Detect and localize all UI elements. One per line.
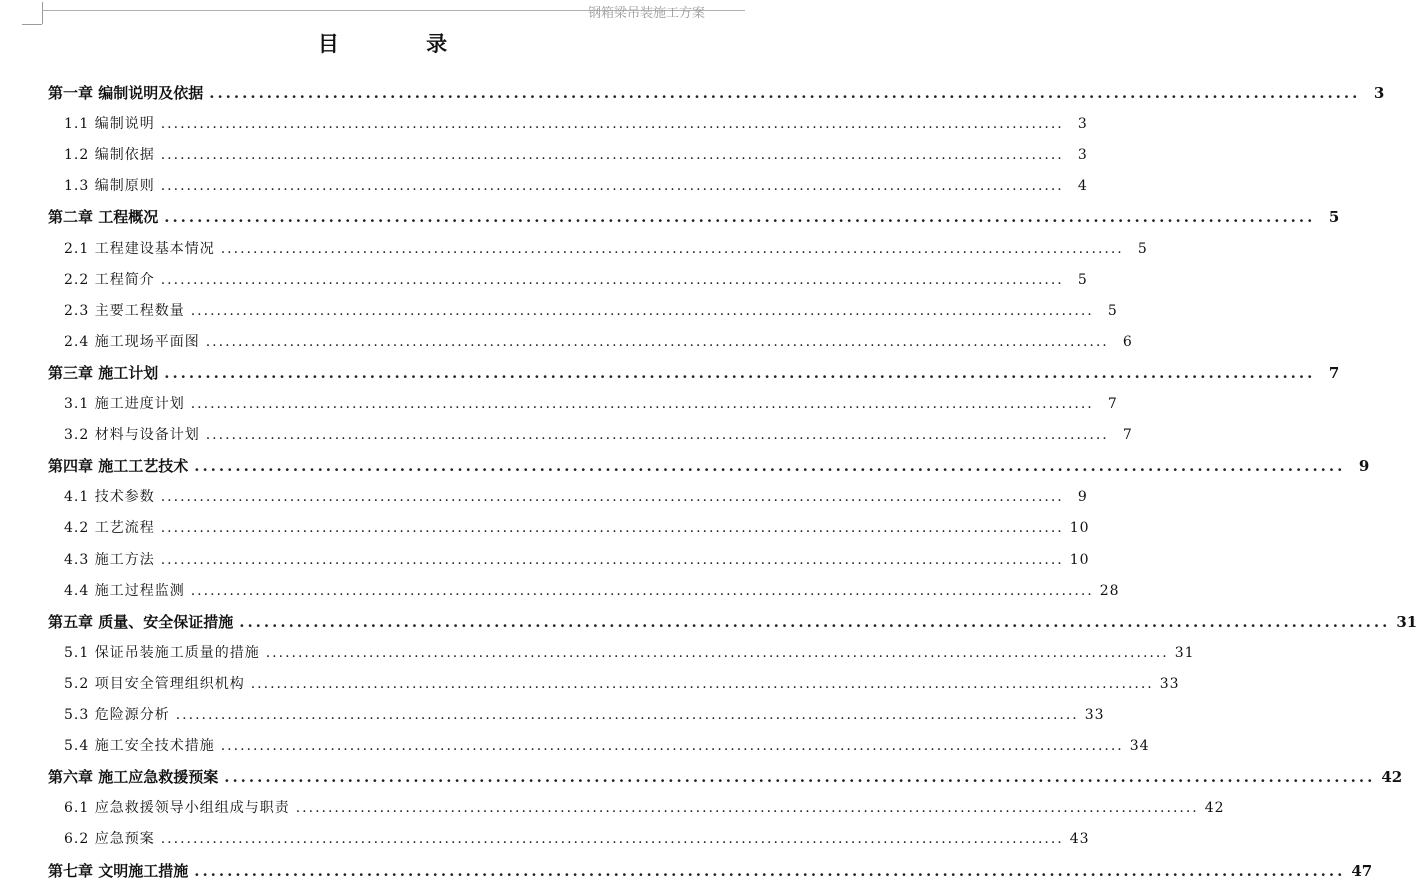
dot-leader: ............................................................................................................................................ [160,520,1064,537]
dot-leader: ............................................................................................................................................ [160,147,1064,164]
dot-leader: ............................................................................................................................................ [175,707,1079,723]
toc-entry-page-number: 10 [1069,520,1090,537]
dot-leader: ............................................................................................................................................ [220,240,1124,257]
toc-entry-page-number: 7 [1328,363,1340,382]
header-rule [42,6,745,21]
toc-entry-label: 第一章 编制说明及依据 [48,84,204,102]
toc-entry-page-number: 33 [1084,707,1105,723]
toc-section-entry[interactable] [64,109,1088,140]
dot-leader: ............................................................................................................................................ [164,363,1316,382]
dot-leader: ............................................................................................................................................ [160,178,1064,195]
toc-entry-page-number: 42 [1381,768,1403,787]
toc-entry-page-number: 6 [1122,333,1133,350]
toc-section-entry[interactable] [64,140,1088,171]
toc-entry-page-number: 28 [1099,582,1120,599]
toc-entry-page-number: 4 [1077,178,1088,195]
toc-section-entry[interactable] [64,234,1148,265]
toc-section-entry[interactable] [64,296,1118,327]
toc-entry-page-number: 31 [1174,644,1195,661]
toc-entry-label: 3.1 施工进度计划 [64,396,185,412]
dot-leader: ............................................................................................................................................ [205,333,1109,350]
toc-section-entry[interactable] [64,513,1090,544]
toc-entry-page-number: 47 [1351,861,1373,880]
dot-leader: ............................................................................................................................................ [209,84,1361,102]
dot-leader: ............................................................................................................................................ [295,800,1199,817]
dot-leader: ............................................................................................................................................ [190,302,1094,319]
toc-entry-label: 第三章 施工计划 [48,363,159,382]
toc-entry-page-number: 3 [1077,147,1088,164]
toc-entry-label: 第七章 文明施工措施 [48,861,189,880]
toc-entry-label: 1.1 编制说明 [64,116,155,133]
toc-entry-label: 2.4 施工现场平面图 [64,333,200,350]
toc-entry-page-number: 5 [1328,208,1340,227]
toc-entry-page-number: 7 [1122,427,1133,444]
toc-entry-page-number: 34 [1129,738,1150,755]
toc-entry-label: 第六章 施工应急救援预案 [48,768,219,787]
toc-section-entry[interactable] [64,638,1195,669]
toc-section-entry[interactable] [64,731,1150,762]
dot-leader: ............................................................................................................................................ [160,831,1064,848]
toc-entry-page-number: 3 [1373,84,1385,102]
dot-leader: ............................................................................................................................................ [205,427,1109,444]
toc-section-entry[interactable] [64,327,1133,358]
toc-chapter-entry[interactable] [48,78,1385,109]
toc-entry-page-number: 9 [1358,457,1370,476]
toc-section-entry[interactable] [64,576,1120,607]
toc-chapter-entry[interactable] [48,451,1370,482]
dot-leader: ............................................................................................................................................ [265,644,1169,661]
toc-chapter-entry[interactable] [48,762,1403,793]
toc-entry-page-number: 5 [1107,302,1118,319]
toc-entry-label: 2.2 工程简介 [64,271,155,288]
toc-entry-label: 第四章 施工工艺技术 [48,457,189,476]
dot-leader: ............................................................................................................................................ [160,116,1064,133]
toc-section-entry[interactable] [64,545,1090,576]
dot-leader: ............................................................................................................................................ [164,208,1316,227]
toc-entry-label: 5.2 项目安全管理组织机构 [64,675,245,692]
toc-section-entry[interactable] [64,824,1090,855]
dot-leader: ............................................................................................................................................ [194,457,1346,476]
toc-entry-label: 4.2 工艺流程 [64,520,155,537]
toc-entry-page-number: 43 [1069,831,1090,848]
toc-entry-label: 第五章 质量、安全保证措施 [48,612,234,631]
dot-leader: ............................................................................................................................................ [220,738,1124,755]
toc-entry-label: 3.2 材料与设备计划 [64,427,200,444]
toc-entry-page-number: 42 [1204,800,1225,817]
dot-leader: ............................................................................................................................................ [160,489,1064,506]
dot-leader: ............................................................................................................................................ [239,612,1391,631]
toc-entry-page-number: 10 [1069,551,1090,568]
dot-leader: ............................................................................................................................................ [160,271,1064,288]
toc-section-entry[interactable] [64,669,1180,700]
dot-leader: ............................................................................................................................................ [190,582,1094,599]
dot-leader: ............................................................................................................................................ [194,861,1346,880]
toc-entry-label: 5.4 施工安全技术措施 [64,738,215,755]
toc-entry-label: 2.1 工程建设基本情况 [64,240,215,257]
toc-entry-page-number: 31 [1396,612,1417,631]
toc-entry-page-number: 9 [1077,489,1088,506]
toc-entry-label: 2.3 主要工程数量 [64,302,185,319]
toc-entry-label: 4.3 施工方法 [64,551,155,568]
dot-leader: ............................................................................................................................................ [250,675,1154,692]
toc-section-entry[interactable] [64,171,1088,202]
toc-entry-label: 6.2 应急预案 [64,831,155,848]
crop-mark-vertical [42,2,43,24]
toc-entry-label: 5.3 危险源分析 [64,707,170,723]
page-title: 目 录 [317,31,488,56]
toc-entry-label: 1.3 编制原则 [64,178,155,195]
toc-entry-page-number: 3 [1077,116,1088,133]
toc-chapter-entry[interactable] [48,856,1373,887]
dot-leader: ............................................................................................................................................ [224,768,1376,787]
toc-entry-label: 5.1 保证吊装施工质量的措施 [64,644,260,661]
toc-chapter-entry[interactable] [48,607,1417,638]
toc-entry-page-number: 7 [1107,396,1118,412]
toc-entry-label: 4.1 技术参数 [64,489,155,506]
toc-entry-label: 4.4 施工过程监测 [64,582,185,599]
toc-section-entry[interactable] [64,482,1088,513]
toc-chapter-entry[interactable] [48,202,1340,233]
crop-mark-horizontal [22,24,42,25]
toc-entry-page-number: 5 [1077,271,1088,288]
dot-leader: ............................................................................................................................................ [190,396,1094,412]
toc-section-entry[interactable] [64,793,1225,824]
toc-section-entry[interactable] [64,265,1088,296]
toc-section-entry[interactable] [64,420,1133,451]
dot-leader: ............................................................................................................................................ [160,551,1064,568]
toc-entry-label: 1.2 编制依据 [64,147,155,164]
running-header: 钢箱梁吊装施工方案 [587,6,705,21]
toc-section-entry[interactable] [64,700,1105,731]
toc-entry-page-number: 33 [1159,675,1180,692]
toc-entry-page-number: 5 [1137,240,1148,257]
toc-entry-label: 第二章 工程概况 [48,208,159,227]
toc-chapter-entry[interactable] [48,358,1340,389]
toc-entry-label: 6.1 应急救援领导小组组成与职责 [64,800,290,817]
toc-section-entry[interactable] [64,389,1118,420]
